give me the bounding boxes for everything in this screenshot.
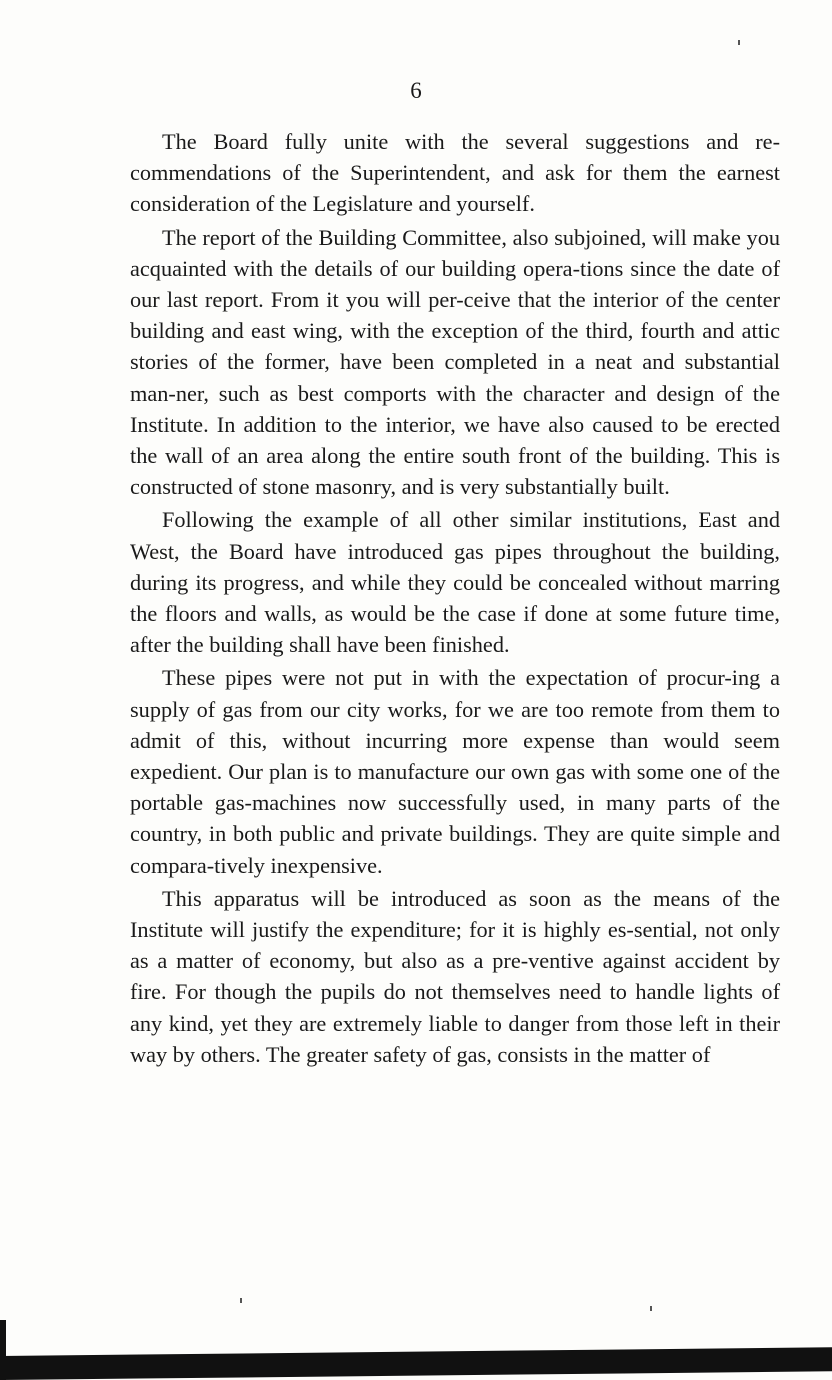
scan-edge-bottom [0, 1347, 832, 1380]
paragraph-gas-supply-plan: These pipes were not put in with the expectation of procur-ing a supply of gas from our city works, for we are too remote from them to admit of this, without incurring more expense than would seem expedient. Our plan is to manufacture our own gas with some one of the portable gas-machines now successfully used, in many parts of the country, in both public and private buildings. They are quite simple and compara-tively inexpensive. [130, 665, 780, 878]
paragraph-building-committee-report: The report of the Building Committee, also subjoined, will make you acquainted with the details of our building opera-tions since the date of our last report. From it you will per-ceive that the interior of the center building and east wing, with the exception of the third, fourth and attic stories of the former, have been completed in a neat and substantial man-ner, such as best comports with the character and design of the Institute. In addition to the interior, we have also caused to be erected the wall of an area along the entire south front of the building. This is constructed of stone masonry, and is very substantially built. [130, 224, 780, 500]
scan-speck [240, 1298, 242, 1303]
paragraph-board-recommendations: The Board fully unite with the several suggestions and re-commendations of the Superintendent, and ask for them the earnest consideration of the Legislature and yourself. [130, 129, 780, 217]
scan-speck [738, 40, 740, 45]
paragraph-gas-pipes: Following the example of all other similar institutions, East and West, the Board have introduced gas pipes throughout the building, during its progress, and while they could be concealed without marring the floors and walls, as would be the case if done at some future time, after the building shall have been finished. [130, 507, 780, 658]
paragraph-apparatus: This apparatus will be introduced as soon as the means of the Institute will justify the expenditure; for it is highly es-sential, not only as a matter of economy, but also as a pre-ventive against accident by fire. For though the pupils do not themselves need to handle lights of any kind, yet they are extremely liable to danger from those left in their way by others. The greater safety of gas, consists in the matter of [130, 885, 780, 1067]
body-text [130, 126, 780, 1072]
page-number: 6 [410, 78, 422, 103]
scan-edge-left [0, 1320, 6, 1380]
scan-speck [650, 1306, 652, 1311]
